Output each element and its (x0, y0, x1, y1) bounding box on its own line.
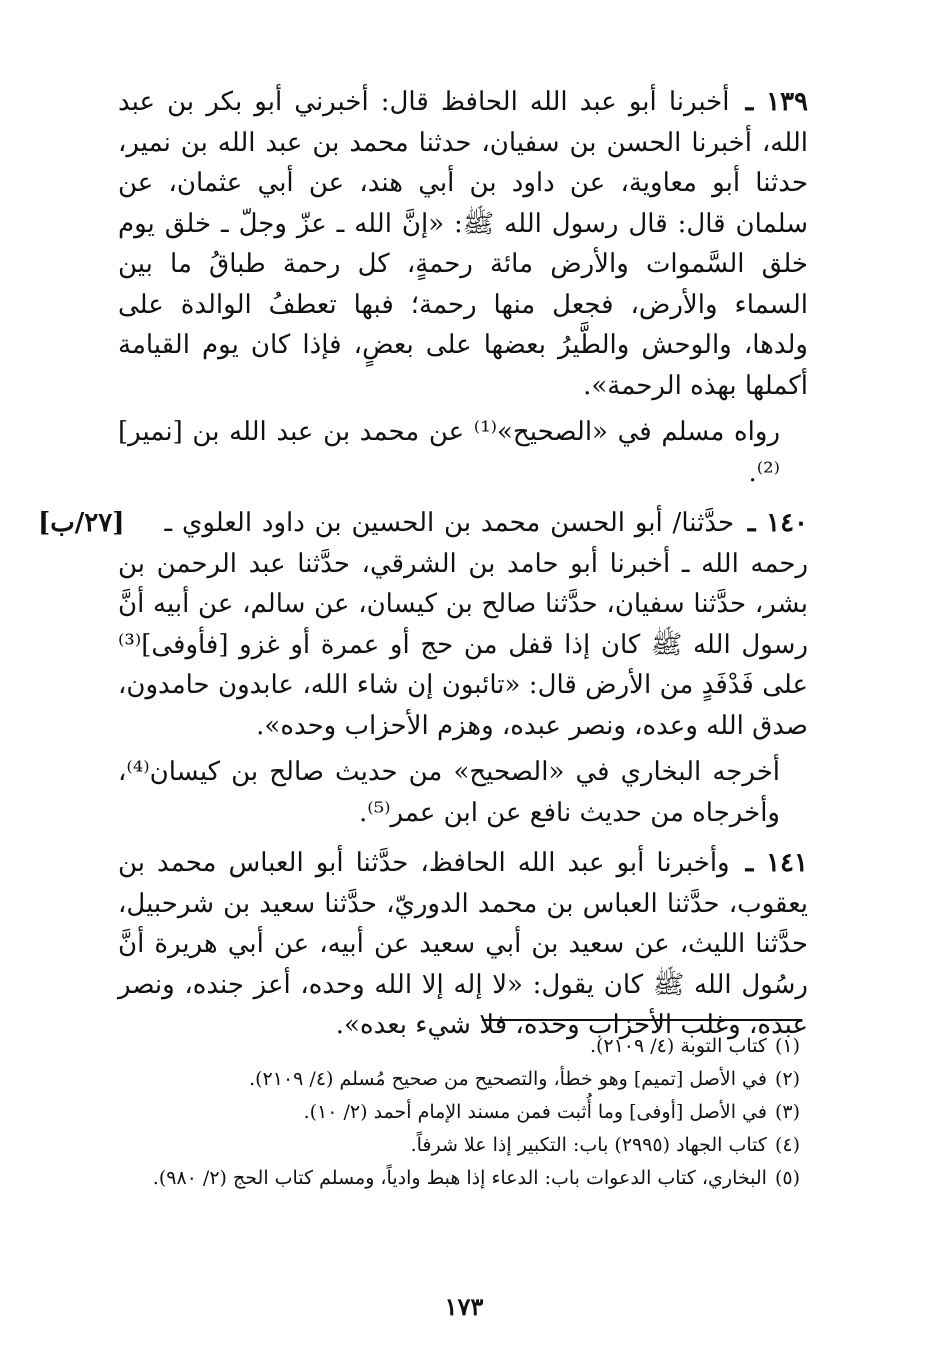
page-number: ١٧٣ (444, 1292, 484, 1321)
footnote-item (118, 1129, 808, 1162)
footnote-text: في الأصل [تميم] وهو خطأ، والتصحيح من صحيح مُسلم (٤/ ٢١٠٩). (249, 1068, 767, 1090)
footnote-item (118, 1096, 808, 1129)
hadith-139 (118, 82, 808, 406)
hadith-text: أخبرنا أبو عبد الله الحافظ قال: أخبرني أبو بكر بن عبد الله، أخبرنا الحسن بن سفيان، حدثنا محمد بن عبد الله بن نمير، حدثنا أبو معاوية، عن داود بن أبي هند، عن أبي عثمان، عن سلمان قال: قال رسول الله ﷺ: «إنَّ الله ـ عزّ وجلّ ـ خلق يوم خلق السَّموات والأرض مائة رحمةٍ، كل رحمة طباقُ ما بين السماء والأرض، فجعل منها رحمة؛ فبها تعطفُ الوالدة على ولدها، والوحش والطَّيرُ بعضها على بعضٍ، فإذا كان يوم القيامة أكملها بهذه الرحمة». (118, 87, 808, 401)
footnotes (118, 1030, 808, 1195)
hadith-number: ١٤١ ـ (745, 848, 808, 878)
footnote-number: (٣) (774, 1101, 800, 1123)
footnote-text: كتاب التوبة (٤/ ٢١٠٩). (589, 1035, 767, 1057)
main-text (38, 82, 809, 1052)
hadith-number: ١٣٩ ـ (745, 87, 809, 117)
footnote-text: في الأصل [أوفى] وما أُثبت فمن مسند الإمام أحمد (٢/ ١٠). (303, 1101, 767, 1123)
footnote-item (118, 1162, 808, 1195)
manuscript-folio-ref: [٢٧/ب] (38, 508, 125, 538)
hadith-source: أخرجه البخاري في «الصحيح» من حديث صالح بن كيسان⁽⁴⁾، وأخرجاه من حديث نافع عن ابن عمر⁽⁵⁾. (118, 757, 780, 828)
footnote-item (118, 1030, 808, 1063)
footnote-number: (٢) (774, 1068, 800, 1090)
hadith-text: حدَّثنا/ أبو الحسن محمد بن الحسين بن داود العلوي ـ رحمه الله ـ أخبرنا أبو حامد بن الشرقي، حدَّثنا عبد الرحمن بن بشر، حدَّثنا سفيان، حدَّثنا صالح بن كيسان، عن سالم، عن أبيه أنَّ رسول الله ﷺ كان إذا قفل من حج أو عمرة أو غزو [فأوفى]⁽³⁾ على فَدْفَدٍ من الأرض قال: «تائبون إن شاء الله، عابدون حامدون، صدق الله وعده، ونصر عبده، وهزم الأحزاب وحده». (118, 508, 808, 741)
hadith-140 (38, 503, 809, 746)
footnote-text: البخاري، كتاب الدعوات باب: الدعاء إذا هبط وادياً، ومسلم كتاب الحج (٢/ ٩٨٠). (152, 1167, 767, 1189)
footnote-number: (٤) (774, 1134, 800, 1156)
hadith-source: رواه مسلم في «الصحيح»⁽¹⁾ عن محمد بن عبد الله بن [نمير]⁽²⁾. (118, 417, 781, 488)
hadith-text: وأخبرنا أبو عبد الله الحافظ، حدَّثنا أبو العباس محمد بن يعقوب، حدَّثنا العباس بن محمد الدوريّ، حدَّثنا سعيد بن شرحبيل، حدَّثنا الليث، عن سعيد بن أبي سعيد عن أبيه، عن أبي هريرة أنَّ رسُول الله ﷺ كان يقول: «لا إله إلا الله وحده، أعز جنده، ونصر عبده، وغلب الأحزاب وحده، فلا شيء بعده». (118, 848, 808, 1040)
hadith-141 (118, 843, 808, 1046)
footnote-number: (٥) (774, 1167, 800, 1189)
footnote-number: (١) (774, 1035, 800, 1057)
footnote-text: كتاب الجهاد (٢٩٩٥) باب: التكبير إذا علا شرفاً. (410, 1134, 767, 1156)
footnote-divider (482, 1019, 802, 1021)
footnote-item (118, 1063, 808, 1096)
hadith-number: ١٤٠ ـ (747, 508, 809, 538)
